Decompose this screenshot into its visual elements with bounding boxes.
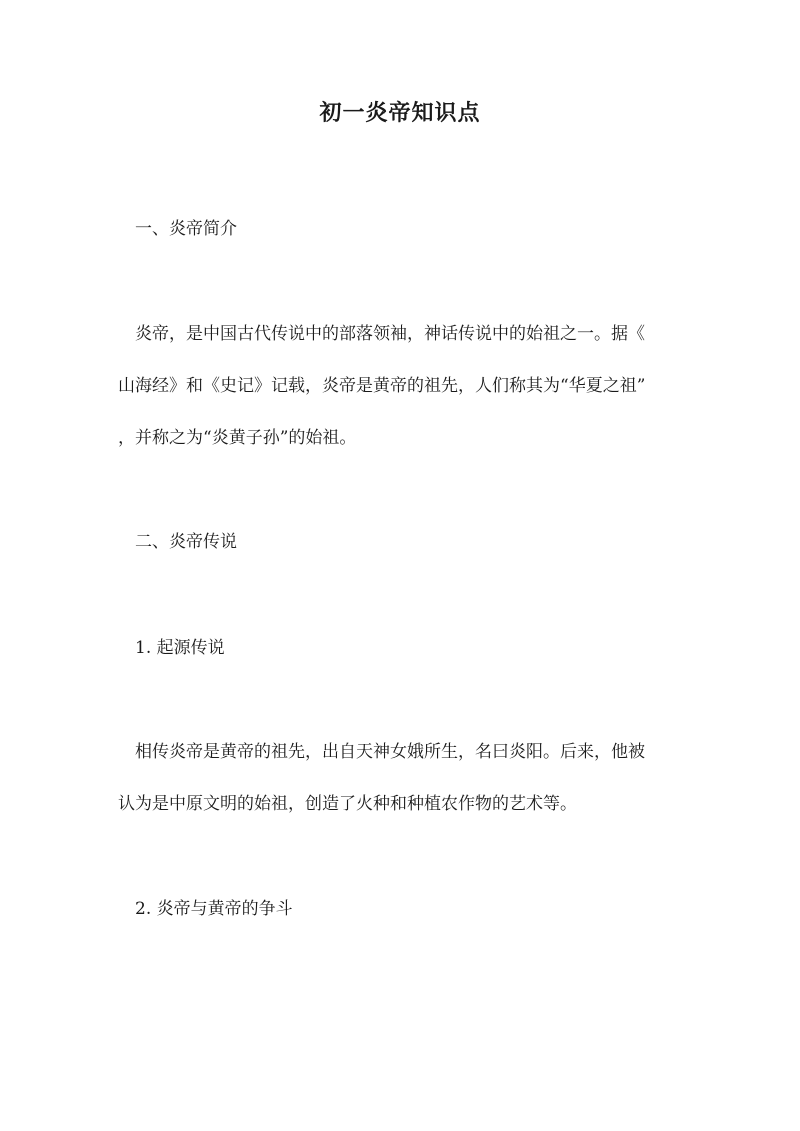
paragraph-line: ，并称之为“炎黄子孙”的始祖。	[118, 428, 357, 448]
subsection-heading-conflict: 2. 炎帝与黄帝的争斗	[135, 899, 293, 919]
paragraph-line: 认为是中原文明的始祖，创造了火种和种植农作物的艺术等。	[118, 794, 577, 814]
paragraph-line: 相传炎帝是黄帝的祖先，出自天神女娥所生，名曰炎阳。后来，他被	[135, 742, 645, 762]
subsection-heading-origin: 1. 起源传说	[135, 638, 225, 658]
section-heading-legends: 二、炎帝传说	[135, 532, 237, 552]
document-title: 初一炎帝知识点	[319, 100, 481, 126]
paragraph-line: 炎帝，是中国古代传说中的部落领袖，神话传说中的始祖之一。据《	[135, 324, 645, 344]
paragraph-line: 山海经》和《史记》记载，炎帝是黄帝的祖先，人们称其为“华夏之祖”	[118, 376, 646, 396]
section-heading-intro: 一、炎帝简介	[135, 219, 237, 239]
